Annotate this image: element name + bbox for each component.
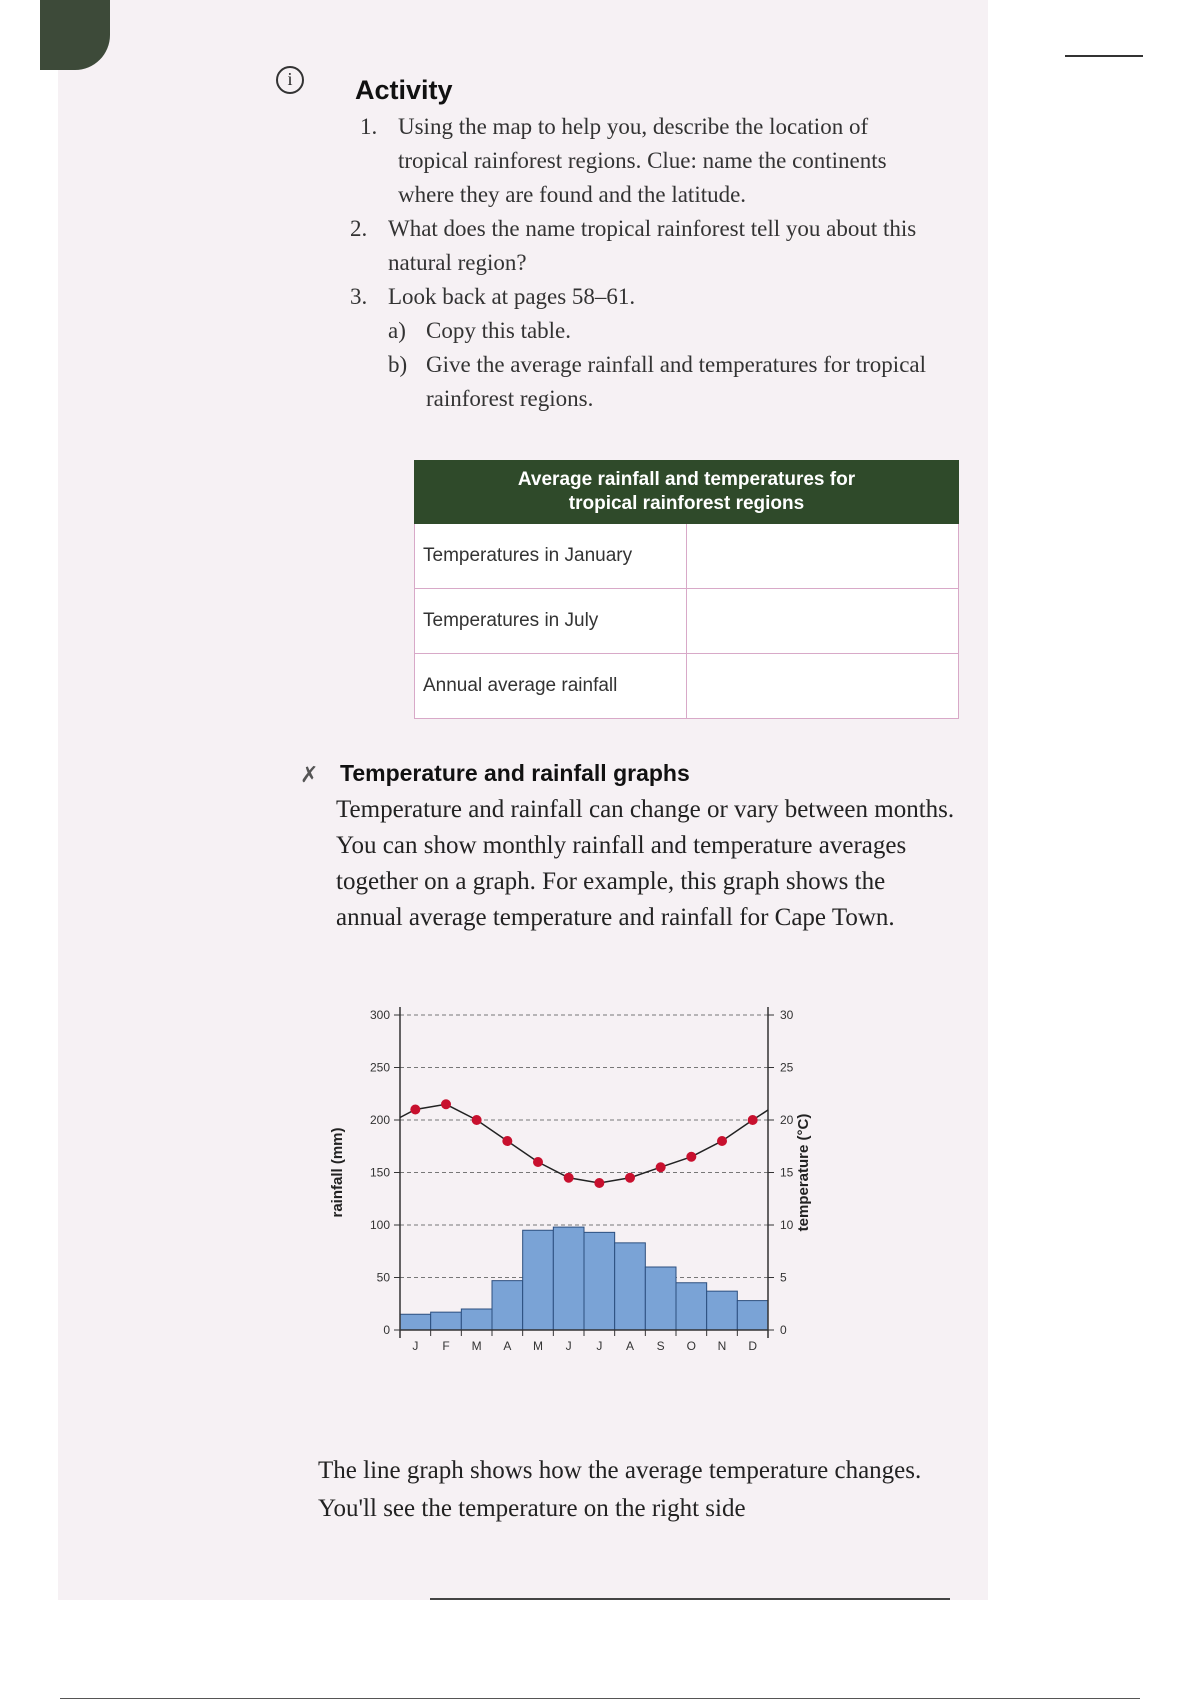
month-label: J: [596, 1339, 603, 1353]
question-2: [350, 212, 960, 280]
temperature-marker: [625, 1173, 635, 1183]
table-cell-blank: [687, 524, 959, 589]
month-label: F: [442, 1339, 450, 1353]
table-header-line-1: Average rainfall and temperatures for: [517, 469, 856, 490]
rainfall-bar: [737, 1301, 768, 1330]
left-tick-label: 200: [369, 1113, 390, 1127]
table-row: [415, 589, 959, 654]
left-tick-label: 250: [369, 1060, 390, 1075]
rainfall-bar: [523, 1230, 554, 1330]
lower-paragraph: The line graph shows how the average temperature changes. You'll see the temperature on the right side: [318, 1457, 922, 1522]
month-label: A: [625, 1339, 635, 1353]
question-text: Look back at pages 58–61.: [388, 284, 636, 309]
section-paragraph: Temperature and rainfall can change or vary between months. You can show monthly rainfall and temperature averages together on a graph. For example, this graph shows the annual average temperature and rainfall for Cape Town.: [336, 796, 955, 931]
left-tick-label: 50: [376, 1270, 390, 1285]
question-number: a): [388, 318, 406, 343]
activity-title: Activity: [355, 75, 453, 105]
temperature-marker: [502, 1136, 512, 1146]
question-3a: [388, 314, 958, 348]
rainfall-bar: [584, 1232, 615, 1330]
month-label: M: [533, 1339, 543, 1353]
table-row: [415, 524, 959, 589]
right-tick-label: 30: [780, 1008, 794, 1022]
month-label: A: [503, 1339, 512, 1353]
temperature-line: [400, 1104, 768, 1183]
rainfall-bar: [645, 1267, 676, 1330]
month-label: S: [656, 1339, 665, 1353]
question-text: Give the average rainfall and temperatures for tropical rainforest regions.: [426, 352, 927, 411]
temperature-marker: [686, 1152, 696, 1162]
y2-axis-title: temperature (°C): [795, 1113, 812, 1232]
temperature-marker: [656, 1162, 666, 1172]
table-header-line-2: tropical rainforest regions: [568, 493, 805, 514]
rainfall-bar: [676, 1283, 707, 1330]
right-tick-label: 25: [780, 1060, 794, 1075]
question-number: b): [388, 352, 408, 377]
right-tick-label: 15: [780, 1165, 794, 1180]
page-footer-rule: [430, 1598, 950, 1600]
left-tick-label: 100: [369, 1218, 390, 1232]
table-row-label: Temperatures in January: [415, 524, 687, 589]
month-label: M: [471, 1339, 482, 1353]
rainfall-bar: [400, 1314, 431, 1330]
info-icon: i: [276, 66, 304, 94]
y-axis-title: rainfall (mm): [329, 1127, 346, 1218]
question-number: 1.: [360, 114, 378, 139]
question-text: Using the map to help you, describe the location of tropical rainforest regions. Clue: name the continents where they are found and the latitude.: [398, 114, 887, 207]
right-tick-label: 0: [780, 1323, 787, 1337]
question-1: [360, 110, 960, 212]
left-tick-label: 0: [383, 1323, 390, 1337]
rainfall-bar: [615, 1243, 646, 1330]
temperature-marker: [717, 1136, 727, 1146]
rainfall-bar: [553, 1227, 584, 1330]
temperature-marker: [564, 1173, 574, 1183]
table-row: [415, 654, 959, 719]
scribble-icon: ✗: [300, 762, 319, 787]
temperature-marker: [410, 1105, 420, 1115]
month-label: N: [717, 1339, 727, 1353]
table-row-label: Annual average rainfall: [415, 654, 687, 719]
right-tick-label: 5: [780, 1270, 787, 1285]
month-label: O: [686, 1339, 697, 1353]
temperature-marker: [472, 1115, 482, 1125]
left-tick-label: 150: [369, 1165, 390, 1180]
table-row-label: Temperatures in July: [415, 589, 687, 654]
rainfall-bar: [707, 1291, 738, 1330]
rainfall-bar: [431, 1312, 462, 1330]
month-label: J: [412, 1339, 419, 1353]
table-cell-blank: [687, 654, 959, 719]
temperature-marker: [748, 1115, 758, 1125]
top-rule: [1065, 55, 1143, 57]
corner-graphic: [40, 0, 110, 70]
left-tick-label: 300: [369, 1008, 390, 1022]
section-heading: Temperature and rainfall graphs: [340, 760, 690, 786]
bottom-rule: [60, 1698, 1140, 1699]
question-number: 2.: [350, 216, 368, 241]
temperature-marker: [594, 1178, 604, 1188]
question-text: Copy this table.: [426, 318, 572, 343]
table-cell-blank: [687, 589, 959, 654]
right-tick-label: 20: [780, 1113, 794, 1127]
table-header: [415, 461, 959, 524]
rainfall-bar: [461, 1309, 492, 1330]
rainfall-bar: [492, 1281, 523, 1330]
right-tick-label: 10: [780, 1218, 794, 1232]
climate-chart: [320, 990, 820, 1380]
temperature-marker: [441, 1099, 451, 1109]
question-3b: [388, 348, 958, 416]
month-label: J: [565, 1339, 572, 1353]
question-text: What does the name tropical rainforest tell you about this natural region?: [388, 216, 917, 275]
rainfall-temperature-table: [414, 460, 959, 719]
month-label: D: [748, 1339, 758, 1353]
question-3: [350, 280, 960, 314]
temperature-marker: [533, 1157, 543, 1167]
question-number: 3.: [350, 284, 368, 309]
